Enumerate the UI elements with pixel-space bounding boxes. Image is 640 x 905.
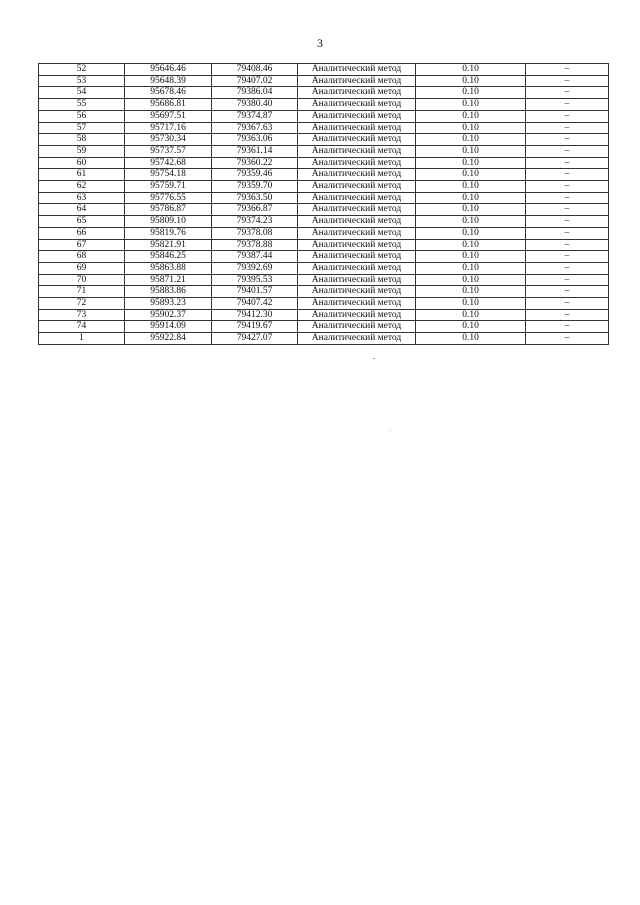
note-cell: –	[526, 216, 609, 228]
y-coordinate-cell: 79395.53	[212, 274, 298, 286]
x-coordinate-cell: 95821.91	[125, 239, 212, 251]
x-coordinate-cell: 95846.25	[125, 251, 212, 263]
note-cell: –	[526, 333, 609, 345]
y-coordinate-cell: 79378.08	[212, 227, 298, 239]
point-number-cell: 52	[39, 64, 125, 76]
accuracy-cell: 0.10	[416, 134, 526, 146]
accuracy-cell: 0.10	[416, 192, 526, 204]
method-cell: Аналитический метод	[298, 145, 416, 157]
x-coordinate-cell: 95730.34	[125, 134, 212, 146]
point-number-cell: 74	[39, 321, 125, 333]
x-coordinate-cell: 95759.71	[125, 181, 212, 193]
x-coordinate-cell: 95809.10	[125, 216, 212, 228]
y-coordinate-cell: 79427.07	[212, 333, 298, 345]
coordinates-table-body	[39, 64, 609, 345]
point-number-cell: 73	[39, 309, 125, 321]
note-cell: –	[526, 110, 609, 122]
point-number-cell: 63	[39, 192, 125, 204]
table-row	[39, 192, 609, 204]
table-row	[39, 251, 609, 263]
table-row	[39, 286, 609, 298]
method-cell: Аналитический метод	[298, 262, 416, 274]
x-coordinate-cell: 95863.88	[125, 262, 212, 274]
x-coordinate-cell: 95686.81	[125, 99, 212, 111]
x-coordinate-cell: 95786.87	[125, 204, 212, 216]
note-cell: –	[526, 251, 609, 263]
table-row	[39, 110, 609, 122]
accuracy-cell: 0.10	[416, 99, 526, 111]
scan-speck	[390, 430, 391, 431]
note-cell: –	[526, 239, 609, 251]
accuracy-cell: 0.10	[416, 239, 526, 251]
accuracy-cell: 0.10	[416, 157, 526, 169]
method-cell: Аналитический метод	[298, 181, 416, 193]
note-cell: –	[526, 309, 609, 321]
accuracy-cell: 0.10	[416, 321, 526, 333]
accuracy-cell: 0.10	[416, 204, 526, 216]
point-number-cell: 65	[39, 216, 125, 228]
point-number-cell: 53	[39, 75, 125, 87]
table-row	[39, 157, 609, 169]
table-row	[39, 309, 609, 321]
method-cell: Аналитический метод	[298, 110, 416, 122]
table-row	[39, 262, 609, 274]
x-coordinate-cell: 95646.46	[125, 64, 212, 76]
note-cell: –	[526, 321, 609, 333]
method-cell: Аналитический метод	[298, 333, 416, 345]
x-coordinate-cell: 95678.46	[125, 87, 212, 99]
y-coordinate-cell: 79361.14	[212, 145, 298, 157]
method-cell: Аналитический метод	[298, 309, 416, 321]
point-number-cell: 68	[39, 251, 125, 263]
method-cell: Аналитический метод	[298, 99, 416, 111]
table-row	[39, 134, 609, 146]
x-coordinate-cell: 95742.68	[125, 157, 212, 169]
point-number-cell: 59	[39, 145, 125, 157]
note-cell: –	[526, 134, 609, 146]
method-cell: Аналитический метод	[298, 64, 416, 76]
point-number-cell: 67	[39, 239, 125, 251]
accuracy-cell: 0.10	[416, 181, 526, 193]
accuracy-cell: 0.10	[416, 286, 526, 298]
point-number-cell: 70	[39, 274, 125, 286]
note-cell: –	[526, 274, 609, 286]
method-cell: Аналитический метод	[298, 321, 416, 333]
table-row	[39, 333, 609, 345]
table-row	[39, 64, 609, 76]
accuracy-cell: 0.10	[416, 274, 526, 286]
method-cell: Аналитический метод	[298, 216, 416, 228]
y-coordinate-cell: 79419.67	[212, 321, 298, 333]
y-coordinate-cell: 79387.44	[212, 251, 298, 263]
method-cell: Аналитический метод	[298, 227, 416, 239]
method-cell: Аналитический метод	[298, 204, 416, 216]
note-cell: –	[526, 227, 609, 239]
method-cell: Аналитический метод	[298, 87, 416, 99]
point-number-cell: 58	[39, 134, 125, 146]
y-coordinate-cell: 79392.69	[212, 262, 298, 274]
method-cell: Аналитический метод	[298, 134, 416, 146]
note-cell: –	[526, 298, 609, 310]
x-coordinate-cell: 95776.55	[125, 192, 212, 204]
page-number: 3	[317, 36, 323, 50]
accuracy-cell: 0.10	[416, 122, 526, 134]
method-cell: Аналитический метод	[298, 286, 416, 298]
note-cell: –	[526, 87, 609, 99]
point-number-cell: 57	[39, 122, 125, 134]
note-cell: –	[526, 99, 609, 111]
accuracy-cell: 0.10	[416, 262, 526, 274]
note-cell: –	[526, 122, 609, 134]
scan-speck	[373, 358, 375, 359]
x-coordinate-cell: 95717.16	[125, 122, 212, 134]
y-coordinate-cell: 79367.63	[212, 122, 298, 134]
x-coordinate-cell: 95883.86	[125, 286, 212, 298]
point-number-cell: 71	[39, 286, 125, 298]
method-cell: Аналитический метод	[298, 274, 416, 286]
note-cell: –	[526, 157, 609, 169]
method-cell: Аналитический метод	[298, 251, 416, 263]
point-number-cell: 62	[39, 181, 125, 193]
y-coordinate-cell: 79360.22	[212, 157, 298, 169]
accuracy-cell: 0.10	[416, 145, 526, 157]
table-row	[39, 216, 609, 228]
accuracy-cell: 0.10	[416, 298, 526, 310]
y-coordinate-cell: 79359.46	[212, 169, 298, 181]
y-coordinate-cell: 79359.70	[212, 181, 298, 193]
y-coordinate-cell: 79380.40	[212, 99, 298, 111]
method-cell: Аналитический метод	[298, 157, 416, 169]
method-cell: Аналитический метод	[298, 298, 416, 310]
method-cell: Аналитический метод	[298, 169, 416, 181]
x-coordinate-cell: 95697.51	[125, 110, 212, 122]
point-number-cell: 64	[39, 204, 125, 216]
x-coordinate-cell: 95754.18	[125, 169, 212, 181]
x-coordinate-cell: 95737.57	[125, 145, 212, 157]
y-coordinate-cell: 79363.06	[212, 134, 298, 146]
table-row	[39, 99, 609, 111]
accuracy-cell: 0.10	[416, 216, 526, 228]
point-number-cell: 56	[39, 110, 125, 122]
note-cell: –	[526, 145, 609, 157]
table-row	[39, 75, 609, 87]
table-row	[39, 239, 609, 251]
y-coordinate-cell: 79408.46	[212, 64, 298, 76]
note-cell: –	[526, 181, 609, 193]
table-row	[39, 87, 609, 99]
x-coordinate-cell: 95819.76	[125, 227, 212, 239]
table-row	[39, 274, 609, 286]
x-coordinate-cell: 95902.37	[125, 309, 212, 321]
y-coordinate-cell: 79407.42	[212, 298, 298, 310]
accuracy-cell: 0.10	[416, 87, 526, 99]
method-cell: Аналитический метод	[298, 192, 416, 204]
x-coordinate-cell: 95871.21	[125, 274, 212, 286]
table-row	[39, 169, 609, 181]
method-cell: Аналитический метод	[298, 75, 416, 87]
point-number-cell: 54	[39, 87, 125, 99]
point-number-cell: 72	[39, 298, 125, 310]
table-row	[39, 204, 609, 216]
x-coordinate-cell: 95922.84	[125, 333, 212, 345]
y-coordinate-cell: 79386.04	[212, 87, 298, 99]
y-coordinate-cell: 79366.87	[212, 204, 298, 216]
y-coordinate-cell: 79378.88	[212, 239, 298, 251]
table-row	[39, 227, 609, 239]
point-number-cell: 61	[39, 169, 125, 181]
method-cell: Аналитический метод	[298, 122, 416, 134]
x-coordinate-cell: 95893.23	[125, 298, 212, 310]
note-cell: –	[526, 204, 609, 216]
note-cell: –	[526, 75, 609, 87]
point-number-cell: 1	[39, 333, 125, 345]
accuracy-cell: 0.10	[416, 64, 526, 76]
table-row	[39, 298, 609, 310]
y-coordinate-cell: 79374.87	[212, 110, 298, 122]
accuracy-cell: 0.10	[416, 309, 526, 321]
y-coordinate-cell: 79374.23	[212, 216, 298, 228]
y-coordinate-cell: 79401.57	[212, 286, 298, 298]
table-row	[39, 145, 609, 157]
y-coordinate-cell: 79412.30	[212, 309, 298, 321]
method-cell: Аналитический метод	[298, 239, 416, 251]
accuracy-cell: 0.10	[416, 227, 526, 239]
point-number-cell: 69	[39, 262, 125, 274]
point-number-cell: 55	[39, 99, 125, 111]
coordinates-table	[38, 63, 609, 345]
y-coordinate-cell: 79407.02	[212, 75, 298, 87]
accuracy-cell: 0.10	[416, 110, 526, 122]
accuracy-cell: 0.10	[416, 333, 526, 345]
x-coordinate-cell: 95648.39	[125, 75, 212, 87]
note-cell: –	[526, 286, 609, 298]
accuracy-cell: 0.10	[416, 169, 526, 181]
point-number-cell: 66	[39, 227, 125, 239]
point-number-cell: 60	[39, 157, 125, 169]
note-cell: –	[526, 169, 609, 181]
note-cell: –	[526, 192, 609, 204]
table-row	[39, 122, 609, 134]
note-cell: –	[526, 64, 609, 76]
note-cell: –	[526, 262, 609, 274]
table-row	[39, 181, 609, 193]
accuracy-cell: 0.10	[416, 75, 526, 87]
x-coordinate-cell: 95914.09	[125, 321, 212, 333]
table-row	[39, 321, 609, 333]
accuracy-cell: 0.10	[416, 251, 526, 263]
y-coordinate-cell: 79363.50	[212, 192, 298, 204]
